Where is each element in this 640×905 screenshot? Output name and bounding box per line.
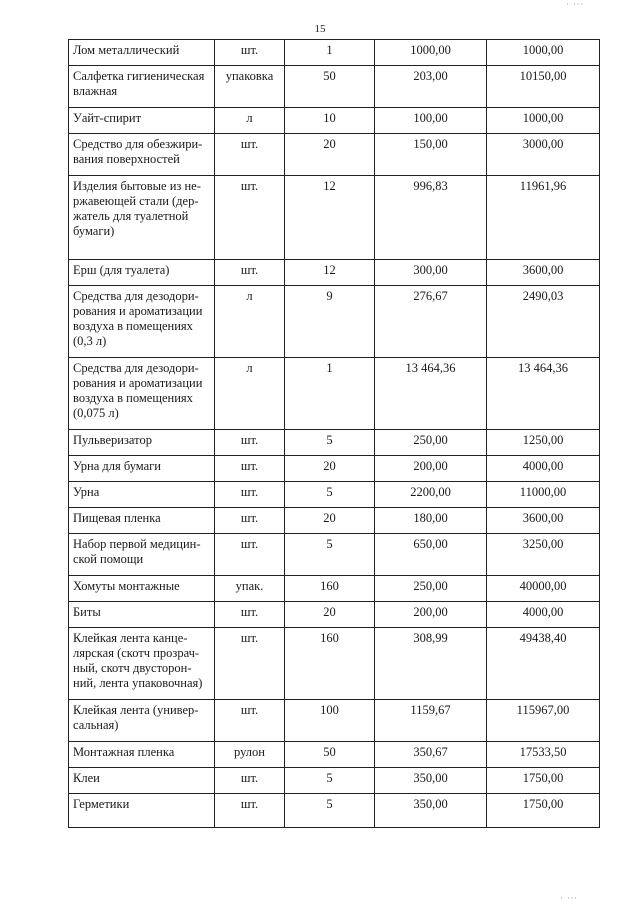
cell-name: Салфетка гигиеническая влажная: [69, 66, 215, 108]
table-row: [69, 508, 600, 534]
table-row: [69, 66, 600, 108]
cell-total: 115967,00: [487, 700, 600, 742]
cell-name: Пульверизатор: [69, 430, 215, 456]
cell-unit: шт.: [215, 456, 285, 482]
cell-price: 200,00: [375, 602, 487, 628]
table-row: [69, 108, 600, 134]
table-row: [69, 742, 600, 768]
cell-qty: 12: [285, 260, 375, 286]
cell-name: Лом металлический: [69, 40, 215, 66]
cell-total: 1250,00: [487, 430, 600, 456]
cell-unit: шт.: [215, 700, 285, 742]
table-row: [69, 358, 600, 430]
cell-price: 650,00: [375, 534, 487, 576]
table-row: [69, 456, 600, 482]
cell-unit: шт.: [215, 430, 285, 456]
table-row: [69, 286, 600, 358]
cell-total: 1000,00: [487, 108, 600, 134]
cell-name: Средства для дезодори-рования и ароматизации воздуха в помещениях (0,3 л): [69, 286, 215, 358]
cell-price: 1000,00: [375, 40, 487, 66]
cell-name: Средства для дезодори-рования и ароматизации воздуха в помещениях (0,075 л): [69, 358, 215, 430]
cell-price: 350,00: [375, 794, 487, 828]
cell-unit: шт.: [215, 482, 285, 508]
table-row: [69, 794, 600, 828]
cell-price: 300,00: [375, 260, 487, 286]
cell-name: Набор первой медицин-ской помощи: [69, 534, 215, 576]
cell-name: Пищевая пленка: [69, 508, 215, 534]
cell-unit: упак.: [215, 576, 285, 602]
cell-price: 250,00: [375, 430, 487, 456]
cell-price: 203,00: [375, 66, 487, 108]
cell-price: 200,00: [375, 456, 487, 482]
cell-unit: шт.: [215, 794, 285, 828]
cell-price: 308,99: [375, 628, 487, 700]
table-row: [69, 134, 600, 176]
cell-name: Герметики: [69, 794, 215, 828]
cell-price: 350,00: [375, 768, 487, 794]
table-row: [69, 176, 600, 260]
items-table: [68, 39, 600, 828]
cell-unit: шт.: [215, 534, 285, 576]
cell-qty: 5: [285, 794, 375, 828]
cell-name: Клеи: [69, 768, 215, 794]
table-row: [69, 602, 600, 628]
cell-unit: л: [215, 108, 285, 134]
cell-unit: рулон: [215, 742, 285, 768]
cell-name: Уайт-спирит: [69, 108, 215, 134]
cell-total: 17533,50: [487, 742, 600, 768]
cell-total: 4000,00: [487, 456, 600, 482]
cell-total: 1000,00: [487, 40, 600, 66]
cell-unit: шт.: [215, 508, 285, 534]
cell-price: 180,00: [375, 508, 487, 534]
cell-price: 250,00: [375, 576, 487, 602]
cell-name: Монтажная пленка: [69, 742, 215, 768]
cell-price: 13 464,36: [375, 358, 487, 430]
cell-total: 49438,40: [487, 628, 600, 700]
cell-qty: 160: [285, 628, 375, 700]
table-row: [69, 40, 600, 66]
cell-qty: 10: [285, 108, 375, 134]
table-row: [69, 534, 600, 576]
cell-unit: шт.: [215, 176, 285, 260]
cell-price: 996,83: [375, 176, 487, 260]
cell-unit: шт.: [215, 260, 285, 286]
cell-unit: шт.: [215, 134, 285, 176]
cell-qty: 1: [285, 358, 375, 430]
cell-unit: шт.: [215, 768, 285, 794]
page-number: 15: [314, 23, 326, 35]
cell-name: Урна для бумаги: [69, 456, 215, 482]
corner-scan-mark-bottom: · ···: [560, 894, 578, 903]
table-row: [69, 576, 600, 602]
cell-qty: 5: [285, 430, 375, 456]
table-row: [69, 430, 600, 456]
cell-qty: 160: [285, 576, 375, 602]
cell-total: 10150,00: [487, 66, 600, 108]
cell-unit: упаковка: [215, 66, 285, 108]
cell-unit: шт.: [215, 628, 285, 700]
cell-qty: 20: [285, 134, 375, 176]
cell-price: 276,67: [375, 286, 487, 358]
cell-qty: 9: [285, 286, 375, 358]
cell-total: 3600,00: [487, 508, 600, 534]
table-row: [69, 260, 600, 286]
cell-unit: шт.: [215, 40, 285, 66]
cell-price: 100,00: [375, 108, 487, 134]
cell-unit: шт.: [215, 602, 285, 628]
cell-qty: 5: [285, 482, 375, 508]
cell-name: Клейкая лента (универ-сальная): [69, 700, 215, 742]
cell-total: 3600,00: [487, 260, 600, 286]
cell-price: 350,67: [375, 742, 487, 768]
cell-total: 1750,00: [487, 768, 600, 794]
cell-qty: 100: [285, 700, 375, 742]
cell-total: 3250,00: [487, 534, 600, 576]
cell-total: 40000,00: [487, 576, 600, 602]
cell-name: Хомуты монтажные: [69, 576, 215, 602]
cell-price: 150,00: [375, 134, 487, 176]
cell-name: Урна: [69, 482, 215, 508]
cell-name: Клейкая лента канце-лярская (скотч прозрач-ный, скотч двусторон-ний, лента упаковочная): [69, 628, 215, 700]
cell-price: 1159,67: [375, 700, 487, 742]
table-row: [69, 628, 600, 700]
cell-qty: 1: [285, 40, 375, 66]
cell-name: Изделия бытовые из не-ржавеющей стали (дер-жатель для туалетной бумаги): [69, 176, 215, 260]
cell-name: Ерш (для туалета): [69, 260, 215, 286]
cell-qty: 50: [285, 66, 375, 108]
cell-qty: 20: [285, 602, 375, 628]
cell-qty: 50: [285, 742, 375, 768]
cell-qty: 5: [285, 768, 375, 794]
cell-total: 3000,00: [487, 134, 600, 176]
table-row: [69, 700, 600, 742]
table-row: [69, 482, 600, 508]
cell-qty: 12: [285, 176, 375, 260]
cell-total: 4000,00: [487, 602, 600, 628]
cell-qty: 5: [285, 534, 375, 576]
table-row: [69, 768, 600, 794]
cell-price: 2200,00: [375, 482, 487, 508]
cell-total: 11961,96: [487, 176, 600, 260]
cell-unit: л: [215, 358, 285, 430]
cell-name: Средство для обезжири-вания поверхностей: [69, 134, 215, 176]
items-table-body: [69, 40, 600, 828]
cell-qty: 20: [285, 508, 375, 534]
cell-total: 1750,00: [487, 794, 600, 828]
cell-qty: 20: [285, 456, 375, 482]
cell-total: 13 464,36: [487, 358, 600, 430]
cell-name: Биты: [69, 602, 215, 628]
corner-scan-mark: · ···: [566, 0, 584, 9]
cell-total: 11000,00: [487, 482, 600, 508]
cell-total: 2490,03: [487, 286, 600, 358]
cell-unit: л: [215, 286, 285, 358]
